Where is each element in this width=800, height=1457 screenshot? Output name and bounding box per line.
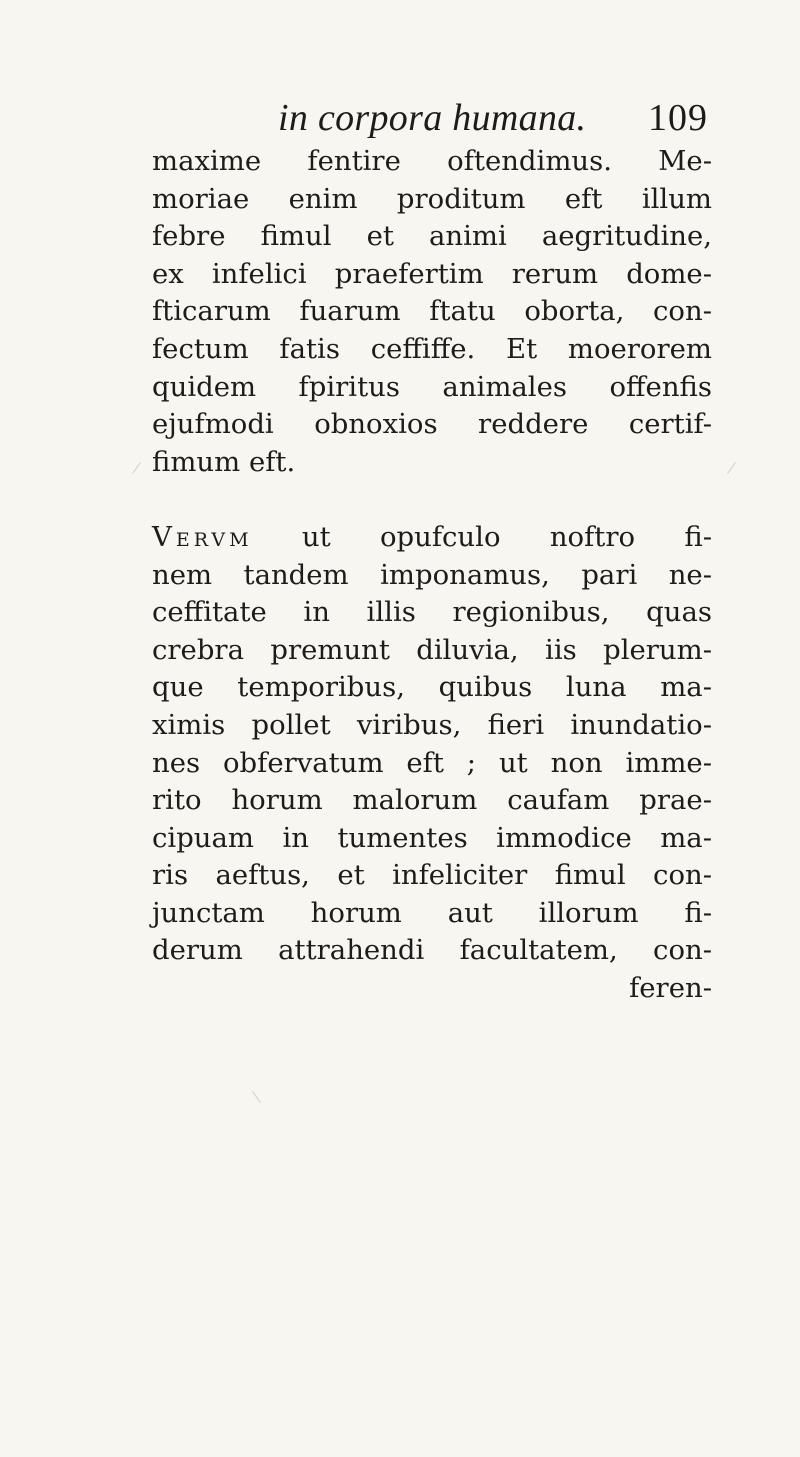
initial-word: Vervm [152,520,253,553]
text-line: junctam horum aut illorum fi- [152,896,712,929]
paper-speck [132,462,141,474]
text-line: nem tandem imponamus, pari ne- [152,558,712,591]
text-line: derum attrahendi facultatem, con- [152,934,712,967]
text-line: cipuam in tumentes immodice ma- [152,821,712,854]
paper-speck [252,1091,261,1103]
running-title: in corpora humana. [278,97,587,139]
text-line: ex infelici praefertim rerum dome- [152,257,712,290]
text-line-first [152,519,712,557]
text-line: ximis pollet viribus, fieri inundatio- [152,708,712,741]
text-line: fimum eft. [152,445,296,478]
running-head [278,96,708,140]
text-line: fectum fatis ceffiffe. Et moerorem [152,332,712,365]
text-line: febre fimul et animi aegritudine, [152,220,712,253]
paper-speck [727,462,736,474]
body-text [152,143,712,1008]
first-line-rest: ut opufculo noftro fi- [301,520,712,553]
page-number: 109 [648,97,708,139]
paragraph-gap [152,481,712,519]
text-line: que temporibus, quibus luna ma- [152,671,712,704]
text-line: ejufmodi obnoxios reddere certif- [152,408,712,441]
catchword: feren- [629,972,712,1005]
text-line: rito horum malorum caufam prae- [152,784,712,817]
text-line: crebra premunt diluvia, iis plerum- [152,633,712,666]
text-line: quidem fpiritus animales offenfis [152,370,712,403]
paragraph-1 [152,143,712,481]
text-line: fticarum fuarum ftatu oborta, con- [152,295,712,328]
text-line: moriae enim proditum eft illum [152,182,712,215]
paragraph-2 [152,519,712,1008]
text-line: nes obfervatum eft ; ut non imme- [152,746,712,779]
text-line: ceffitate in illis regionibus, quas [152,596,712,629]
text-line: ris aeftus, et infeliciter fimul con- [152,859,712,892]
text-line: maxime fentire oftendimus. Me- [152,145,712,177]
